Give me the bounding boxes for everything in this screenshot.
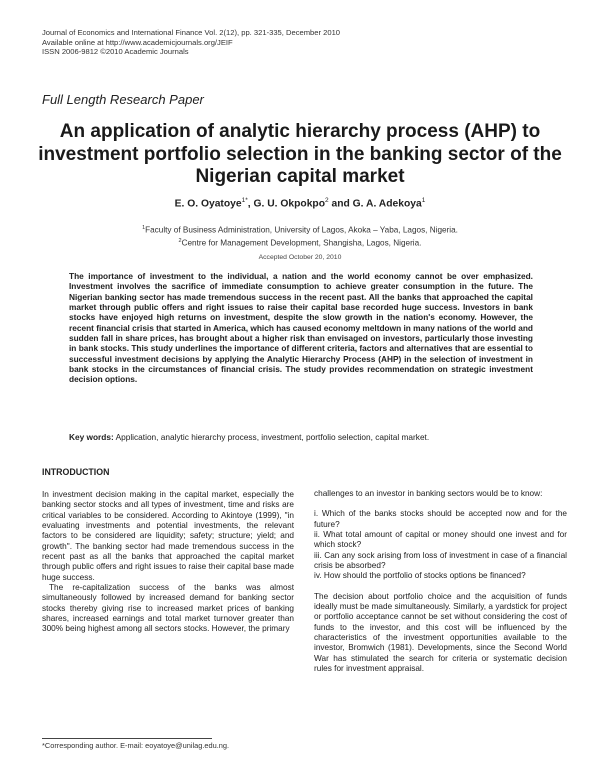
body-paragraph: The re-capitalization success of the banks was almost simultaneously followed by increased demand for banking sector stocks thereby giving rise to increased market prices of banking shares, increased earnings and total market turnover greater than 300% being highest among all sectors stocks. However, the primary xyxy=(42,583,294,634)
list-item: i. Which of the banks stocks should be accepted now and for the future? xyxy=(314,509,567,529)
abstract: The importance of investment to the individual, a nation and the world economy cannot be over emphasized. Investment involves the sacrifice of immediate consumption to achieve greater consumption in the future. The Nigerian banking sector has made tremendous success in the recent past. All the banks that approached the capital market through public offers and right issues to raise their capital base recorded huge success. Investors in bank stocks have enjoyed high returns on investment, despite the slow growth in the nation's economy. However, the recent financial crisis that started in America, which has caused economy meltdown in many nations of the world and sudden fall in share prices, has brought about a higher risk than envisaged on investors, particularly those investing in bank stocks. This study underlines the importance of different criteria, factors and alternatives that are essential to successful investment decisions by applying the Analytic Hierarchy Process (AHP) in the selection of investment in bank stocks in the circumstances of financial crisis. The study provides recommendation on strategic investment decision options. xyxy=(69,271,533,385)
keywords-label: Key words: xyxy=(69,432,114,442)
affiliation-2: $^2$Centre for Management Development, Shangisha, Lagos, Nigeria. xyxy=(178,237,422,248)
list-item: iii. Can any sock arising from loss of investment in case of a financial crisis be absorbed? xyxy=(314,550,567,571)
author-separator: , xyxy=(247,198,254,210)
accepted-date: Accepted October 20, 2010 xyxy=(258,254,342,261)
footnote-divider xyxy=(42,738,212,739)
list-item: ii. What total amount of capital or money should one invest and for which stock? xyxy=(314,530,567,550)
masthead-citation: Journal of Economics and International Finance Vol. 2(12), pp. 321-335, December 2010 xyxy=(42,28,341,37)
masthead-issn: ISSN 2006-9812 ©2010 Academic Journals xyxy=(42,47,189,57)
journal-masthead xyxy=(42,28,340,57)
author-separator: and xyxy=(328,198,353,210)
body-column-right xyxy=(314,489,567,675)
affiliations xyxy=(0,223,600,248)
corresponding-author-footnote: *Corresponding author. E-mail: eoyatoye@unilag.edu.ng. xyxy=(42,741,230,750)
keywords xyxy=(69,432,549,442)
author-1: E. O. Oyatoye xyxy=(174,198,242,210)
author-3: G. A. Adekoya xyxy=(352,198,422,210)
author-2: G. U. Okpokpo xyxy=(253,198,326,210)
masthead-availability: Available online at http://www.academicjournals.org/JEIF xyxy=(42,37,233,47)
author-1-mark: 1* xyxy=(241,197,248,204)
keywords-text: Application, analytic hierarchy process, investment, portfolio selection, capital market. xyxy=(113,432,430,442)
body-paragraph: challenges to an investor in banking sectors would be to know: xyxy=(314,489,543,498)
body-column-left xyxy=(42,490,294,635)
author-3-mark: 1 xyxy=(421,197,426,204)
affiliation-2-mark: 2 xyxy=(178,237,182,244)
paper-type: Full Length Research Paper xyxy=(42,92,204,107)
paper-title: An application of analytic hierarchy process (AHP) to investment portfolio selection in the banking sector of the Nigerian capital market xyxy=(38,121,562,187)
list-item: iv. How should the portfolio of stocks options be financed? xyxy=(314,571,526,581)
body-paragraph: The decision about portfolio choice and the acquisition of funds ideally must be made simultaneously. Similarly, a yardstick for project or portfolio acceptance cannot be set without considering the cost of funds to the investor, and this cost will be influenced by the characteristics of the investment opportunities available to the investor, Bromwich (1981). Developments, since the Second World War has stimulated the search for criteria or systematic decision rules for investment appraisal. xyxy=(314,591,567,674)
section-heading-introduction: INTRODUCTION xyxy=(42,467,110,477)
affiliation-1: $^1$Faculty of Business Administration, University of Lagos, Akoka – Yaba, Lagos, Nigeria. xyxy=(142,225,458,235)
question-list xyxy=(314,509,567,581)
body-paragraph: In investment decision making in the capital market, especially the banking sector stocks and all types of investment, time and risks are critical variables to be considered. According to Akintoye (1999), "in evaluating investments and potential investments, the relevant factors to be considered are liquidity; safety; structure; yield; and growth". The banking sector had made tremendous success in the recent past as all the banks that approached the capital market through public offers and right issues to raise their capital base made huge success. xyxy=(42,490,294,582)
author-2-mark: 2 xyxy=(325,197,329,204)
affiliation-1-mark: 1 xyxy=(142,225,146,231)
author-list xyxy=(0,197,600,209)
